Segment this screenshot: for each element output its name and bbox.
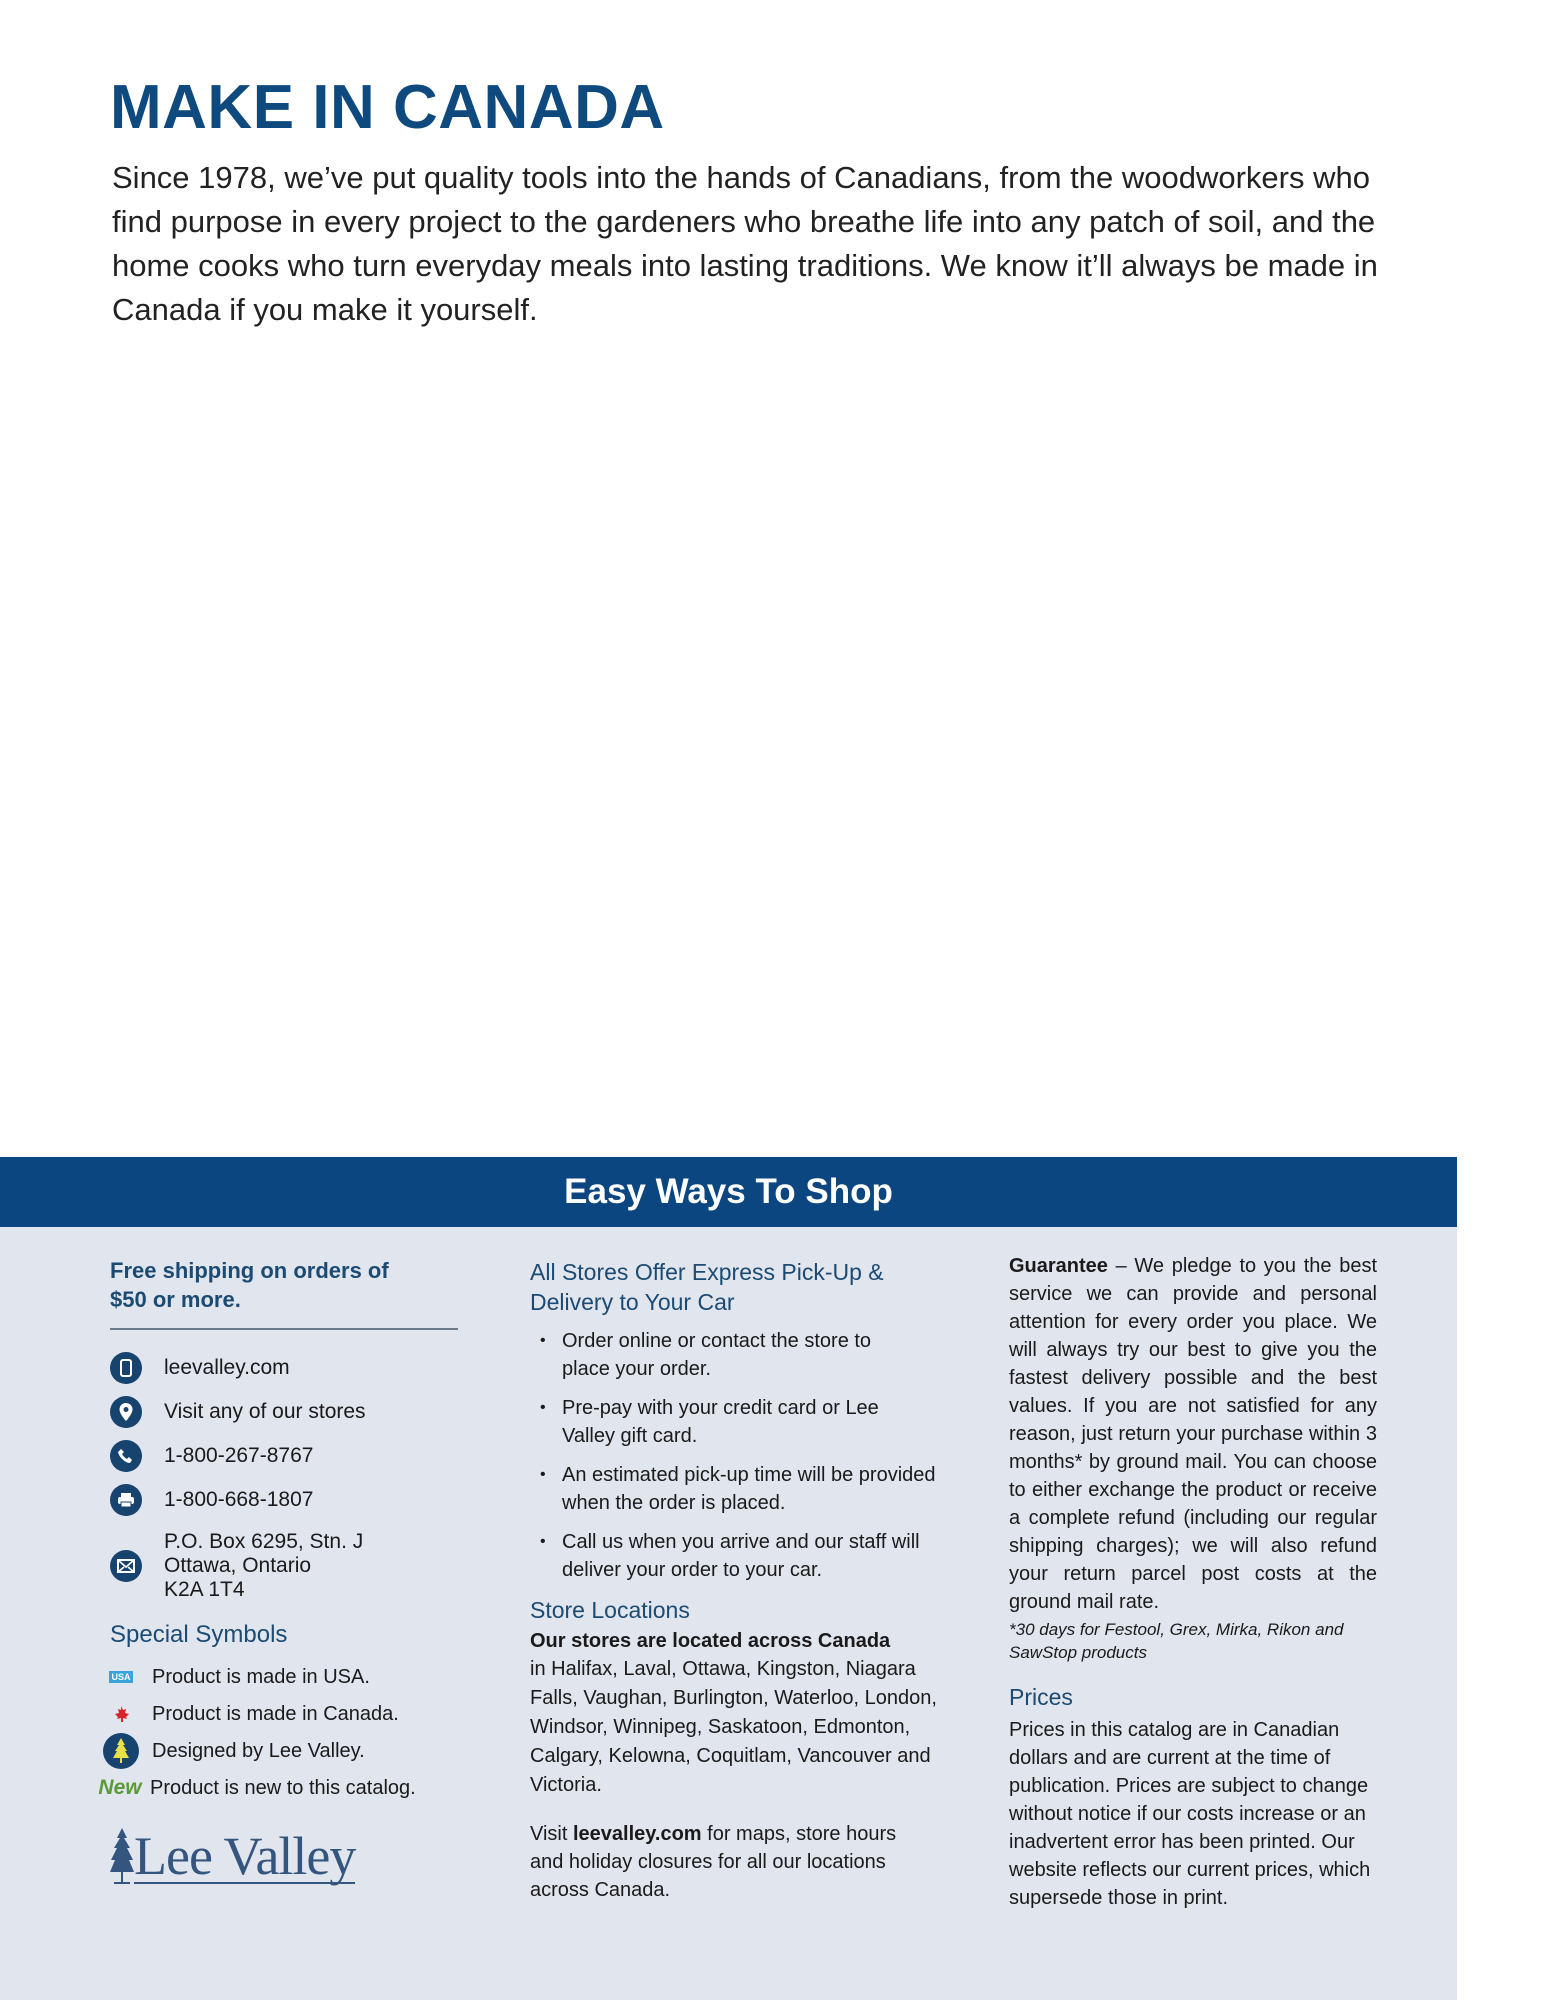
phone-icon <box>110 1440 142 1472</box>
symbol-text: Product is made in USA. <box>152 1665 370 1688</box>
locations-text: in Halifax, Laval, Ottawa, Kingston, Niagara Falls, Vaughan, Burlington, Waterloo, London, Windsor, Winnipeg, Saskatoon, Edmonton, Calgary, Kelowna, Coquitlam, Vancouver and Victoria. <box>530 1658 937 1796</box>
list-item: • Order online or contact the store to place your order. <box>530 1327 922 1383</box>
left-column <box>98 1256 480 1886</box>
mobile-icon <box>110 1352 142 1384</box>
prices-text: Prices in this catalog are in Canadian dollars and are current at the time of publication. Prices are subject to change without notice if our costs increase or an inadvertent error has been printed. Our website reflects our current prices, which supersede those in print. <box>1009 1719 1371 1909</box>
logo-text: Lee Valley <box>134 1826 356 1886</box>
list-item: • Pre-pay with your credit card or Lee Valley gift card. <box>530 1394 892 1450</box>
middle-column <box>530 1257 970 1904</box>
free-shipping-heading: Free shipping on orders of $50 or more. <box>110 1258 389 1312</box>
right-column <box>1009 1252 1377 1912</box>
address-line: K2A 1T4 <box>164 1578 245 1601</box>
contact-stores[interactable] <box>110 1396 480 1428</box>
pickup-heading: All Stores Offer Express Pick-Up & Delivery to Your Car <box>530 1259 884 1315</box>
symbol-designed <box>100 1732 480 1769</box>
address-line: Ottawa, Ontario <box>164 1554 312 1577</box>
pickup-list <box>530 1327 970 1584</box>
special-symbols-heading: Special Symbols <box>110 1621 288 1648</box>
guarantee-footnote: *30 days for Festool, Grex, Mirka, Rikon and SawStop products <box>1009 1620 1344 1662</box>
guarantee-body: – We pledge to you the best service we can provide and personal attention for every order you place. We will always try our best to give you the fastest delivery possible and the best values. If you are not satisfied for any reason, just return your purchase within 3 months* by ground mail. You can choose to either exchange the product or receive a complete refund (including our regular shipping charges); we will also refund your return parcel post costs at the ground mail rate. <box>1009 1255 1377 1613</box>
list-item: • An estimated pick-up time will be provided when the order is placed. <box>530 1461 942 1517</box>
lee-valley-logo <box>110 1828 480 1884</box>
envelope-icon <box>110 1550 142 1582</box>
intro-paragraph: Since 1978, we’ve put quality tools into the hands of Canadians, from the woodworkers who find purpose in every project to the gardeners who breathe life into any patch of soil, and the home cooks who turn everyday meals into lasting traditions. We know it’ll always be made in Canada if you make it yourself. <box>112 160 1378 327</box>
visit-suffix: for maps, store hours and holiday closures for all our locations across Canada. <box>530 1823 897 1901</box>
store-locations-heading: Store Locations <box>530 1597 690 1623</box>
symbol-text: Product is new to this catalog. <box>150 1776 416 1799</box>
visit-prefix: Visit <box>530 1823 573 1845</box>
fax-icon <box>110 1484 142 1516</box>
contact-text: 1-800-267-8767 <box>164 1444 314 1467</box>
usa-badge-icon: USA <box>111 1671 131 1682</box>
guarantee-text <box>1009 1252 1377 1616</box>
contact-text: Visit any of our stores <box>164 1400 366 1423</box>
shop-banner: Easy Ways To Shop <box>0 1157 1457 1227</box>
symbol-text: Designed by Lee Valley. <box>152 1739 365 1762</box>
list-item: • Call us when you arrive and our staff will deliver your order to your car. <box>530 1528 942 1584</box>
symbol-canada <box>100 1695 480 1732</box>
guarantee-label: Guarantee <box>1009 1255 1108 1277</box>
maple-leaf-icon <box>100 1706 142 1722</box>
address-line: P.O. Box 6295, Stn. J <box>164 1530 364 1553</box>
symbol-text: Product is made in Canada. <box>152 1702 399 1725</box>
locations-bold: Our stores are located across Canada <box>530 1630 891 1652</box>
tree-badge-icon <box>100 1732 142 1770</box>
contact-fax[interactable] <box>110 1484 480 1516</box>
location-pin-icon <box>110 1396 142 1428</box>
contact-address <box>110 1530 480 1602</box>
divider <box>110 1328 458 1330</box>
prices-heading: Prices <box>1009 1684 1073 1710</box>
symbol-usa <box>100 1658 480 1695</box>
page-title: MAKE IN CANADA <box>110 73 665 142</box>
contact-text: leevalley.com <box>164 1356 290 1379</box>
tree-logo-icon <box>110 1828 134 1884</box>
contact-text: 1-800-668-1807 <box>164 1488 314 1511</box>
contact-phone[interactable] <box>110 1440 480 1472</box>
website-link[interactable]: leevalley.com <box>572 1823 702 1845</box>
symbol-new <box>94 1769 480 1806</box>
new-badge-icon: New <box>98 1775 142 1799</box>
contact-website[interactable] <box>110 1352 480 1384</box>
